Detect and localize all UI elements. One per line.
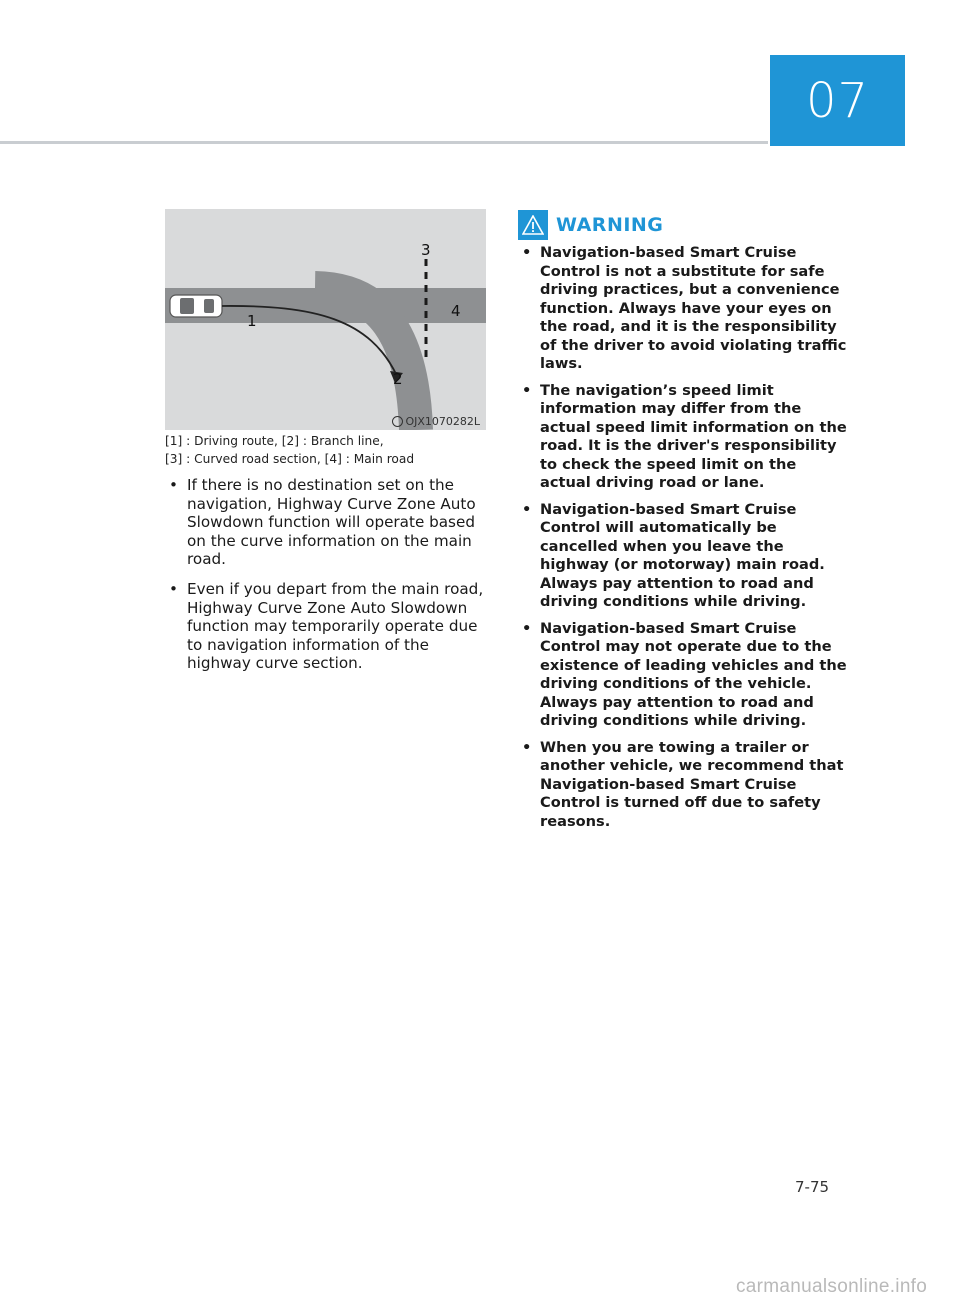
- warning-item-text: When you are towing a trailer or another vehicle, we recommend that Navigation-based Smart Cruise Control is turned off due to safety reasons.: [540, 738, 844, 830]
- warning-item-text: The navigation’s speed limit information may differ from the actual speed limit information on the road. It is the driver's responsibility to check the speed limit on the actual driving road or lane.: [540, 381, 847, 491]
- list-item: [165, 580, 495, 673]
- warning-header: [518, 210, 663, 240]
- info-bullet-list: [165, 476, 495, 684]
- label-3: 3: [421, 241, 431, 259]
- header-rule: [0, 141, 768, 144]
- warning-item: [518, 244, 848, 374]
- caption-line-1: [1] : Driving route, [2] : Branch line,: [165, 434, 384, 448]
- label-2: 2: [393, 370, 403, 388]
- chapter-tab: 07: [770, 55, 905, 146]
- warning-icon: [518, 210, 548, 240]
- bullet-icon: •: [522, 381, 532, 399]
- road-diagram: [165, 209, 486, 430]
- warning-item: [518, 620, 848, 731]
- page-number: 7-75: [795, 1178, 830, 1196]
- bullet-icon: •: [522, 619, 532, 637]
- figure-code-text: OJX1070282L: [405, 415, 480, 428]
- warning-list: [518, 244, 848, 839]
- warning-item: [518, 382, 848, 493]
- watermark: carmanualsonline.info: [736, 1276, 928, 1297]
- warning-item-text: Navigation-based Smart Cruise Control will automatically be cancelled when you leave the highway (or motorway) main road. Always pay attention to road and driving conditions while driving.: [540, 500, 825, 610]
- list-item-text: Even if you depart from the main road, Highway Curve Zone Auto Slowdown function may temporarily operate due to navigation information of the highway curve section.: [187, 579, 484, 673]
- list-item: [165, 476, 495, 569]
- caption-line-2: [3] : Curved road section, [4] : Main road: [165, 452, 415, 466]
- warning-item: [518, 739, 848, 832]
- bullet-icon: •: [522, 244, 532, 261]
- list-item-text: If there is no destination set on the navigation, Highway Curve Zone Auto Slowdown function will operate based on the curve information on the main road.: [187, 476, 476, 569]
- bullet-icon: •: [169, 476, 178, 494]
- bullet-icon: •: [522, 500, 532, 518]
- bullet-icon: •: [169, 579, 178, 598]
- label-1: 1: [247, 312, 257, 330]
- warning-item: [518, 501, 848, 612]
- figure-code-circle-icon: [392, 416, 403, 427]
- figure-code: [392, 415, 480, 428]
- road-diagram-figure: [165, 209, 486, 430]
- warning-item-text: Navigation-based Smart Cruise Control is not a substitute for safe driving practices, but a convenience function. Always have your eyes on the road, and it is the responsibility of the driver to avoid violating traffic laws.: [540, 244, 847, 372]
- warning-title: WARNING: [556, 214, 664, 236]
- warning-item-text: Navigation-based Smart Cruise Control may not operate due to the existence of leading vehicles and the driving conditions of the vehicle. Always pay attention to road and driving conditions while driving.: [540, 619, 847, 729]
- bullet-icon: •: [522, 738, 532, 756]
- car-icon: [170, 295, 222, 317]
- figure-caption: [165, 432, 495, 468]
- label-4: 4: [451, 302, 461, 320]
